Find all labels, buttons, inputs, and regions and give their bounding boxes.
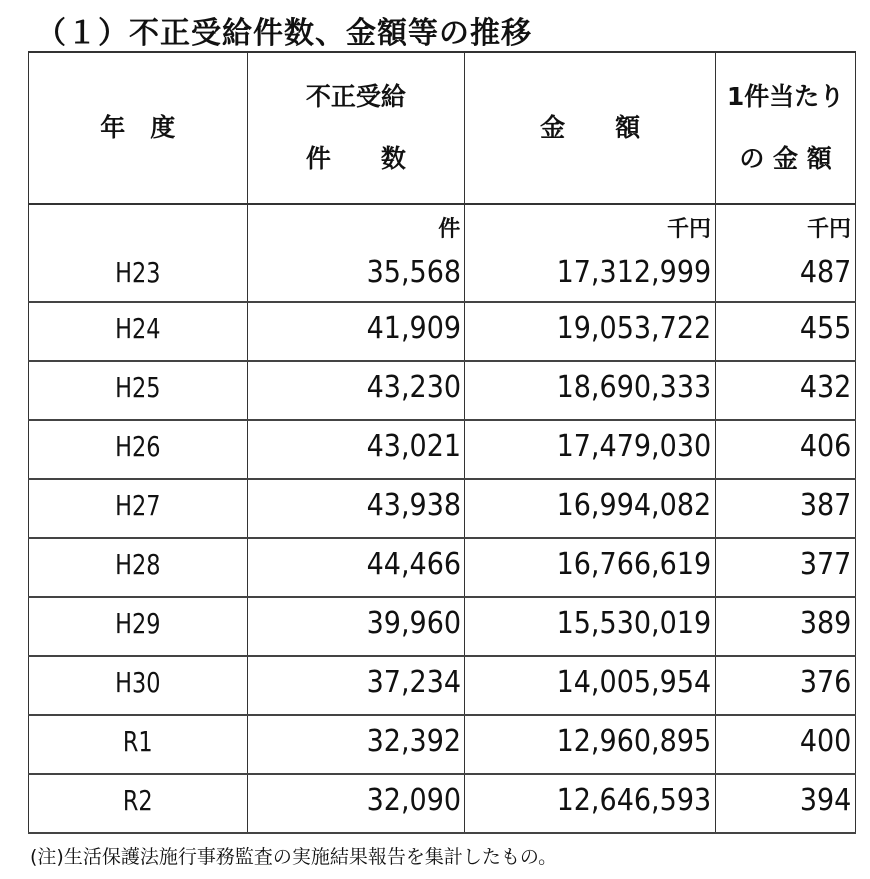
unit-count: 件 (438, 217, 461, 242)
unit-per: 千円 (806, 217, 851, 242)
cell-count (247, 774, 465, 833)
count-value: 32,090 (366, 782, 461, 818)
year-value: R2 (122, 783, 153, 817)
cell-count (247, 302, 465, 361)
cell-count (247, 597, 465, 656)
page-title: （１）不正受給件数、金額等の推移 (36, 16, 532, 51)
per-value: 376 (799, 664, 852, 700)
header-year (29, 52, 248, 204)
footnote: (注)生活保護法施行事務監査の実施結果報告を集計したもの。 (30, 846, 558, 868)
table-row (29, 597, 856, 656)
cell-per (716, 538, 856, 597)
count-value: 39,960 (366, 605, 461, 641)
cell-per (716, 479, 856, 538)
cell-year (29, 597, 248, 656)
year-value: H26 (115, 429, 161, 463)
table-row (29, 656, 856, 715)
count-value: 32,392 (366, 723, 461, 759)
amount-value: 19,053,722 (556, 310, 712, 346)
header-count-line2: 件 数 (305, 144, 406, 173)
cell-year (29, 302, 248, 361)
per-value: 389 (799, 605, 852, 641)
cell-per (716, 656, 856, 715)
table-row (29, 538, 856, 597)
cell-year (29, 361, 248, 420)
per-value: 455 (799, 310, 852, 346)
amount-value: 12,646,593 (556, 782, 712, 818)
cell-amount (465, 538, 716, 597)
amount-value: 17,312,999 (556, 255, 712, 290)
cell-amount (465, 361, 716, 420)
unit-amount: 千円 (667, 217, 712, 242)
table-row (29, 774, 856, 833)
fraud-statistics-table (28, 51, 856, 834)
header-amount-label: 金 額 (540, 113, 641, 142)
count-value: 43,230 (366, 369, 461, 405)
cell-amount (465, 420, 716, 479)
count-value: 43,021 (366, 428, 461, 464)
header-per-line2: の 金 額 (739, 144, 832, 173)
table-row (29, 204, 856, 302)
year-value: H25 (115, 370, 161, 404)
table-row (29, 361, 856, 420)
cell-per (716, 361, 856, 420)
header-count-line1: 不正受給 (305, 82, 406, 111)
cell-year (29, 204, 248, 302)
per-value: 432 (799, 369, 852, 405)
count-value: 43,938 (366, 487, 461, 523)
header-amount (465, 52, 716, 204)
year-value: R1 (122, 724, 153, 758)
header-per-case (716, 52, 856, 204)
cell-amount (465, 302, 716, 361)
cell-count (247, 361, 465, 420)
cell-amount (465, 715, 716, 774)
count-value: 44,466 (366, 546, 461, 582)
per-value: 387 (799, 487, 852, 523)
cell-count (247, 715, 465, 774)
cell-amount (465, 656, 716, 715)
year-value: H30 (115, 665, 161, 699)
year-value: H29 (115, 606, 161, 640)
cell-per (716, 204, 856, 302)
header-per-line1: 1件当たり (726, 82, 845, 111)
amount-value: 14,005,954 (556, 664, 712, 700)
amount-value: 12,960,895 (556, 723, 712, 759)
cell-per (716, 302, 856, 361)
header-row (29, 52, 856, 204)
cell-year (29, 656, 248, 715)
year-value: H27 (115, 488, 161, 522)
per-value: 406 (799, 428, 852, 464)
table-row (29, 479, 856, 538)
cell-count (247, 420, 465, 479)
cell-count (247, 204, 465, 302)
cell-year (29, 538, 248, 597)
per-value: 400 (799, 723, 852, 759)
amount-value: 16,994,082 (556, 487, 712, 523)
amount-value: 18,690,333 (556, 369, 712, 405)
cell-amount (465, 597, 716, 656)
amount-value: 17,479,030 (556, 428, 712, 464)
per-value: 377 (799, 546, 852, 582)
cell-per (716, 715, 856, 774)
amount-value: 15,530,019 (556, 605, 712, 641)
cell-year (29, 479, 248, 538)
table-row (29, 715, 856, 774)
cell-count (247, 656, 465, 715)
table-row (29, 302, 856, 361)
table-row (29, 420, 856, 479)
amount-value: 16,766,619 (556, 546, 712, 582)
year-value: H24 (115, 311, 161, 345)
cell-per (716, 597, 856, 656)
cell-per (716, 774, 856, 833)
per-value: 487 (799, 255, 852, 290)
cell-amount (465, 479, 716, 538)
header-count (247, 52, 465, 204)
cell-year (29, 715, 248, 774)
cell-year (29, 420, 248, 479)
header-year-label: 年 度 (100, 113, 176, 142)
cell-count (247, 479, 465, 538)
year-value: H23 (115, 256, 161, 289)
year-value: H28 (115, 547, 161, 581)
count-value: 37,234 (366, 664, 461, 700)
count-value: 35,568 (366, 255, 461, 290)
count-value: 41,909 (366, 310, 461, 346)
cell-amount (465, 204, 716, 302)
cell-year (29, 774, 248, 833)
cell-per (716, 420, 856, 479)
cell-amount (465, 774, 716, 833)
cell-count (247, 538, 465, 597)
per-value: 394 (799, 782, 852, 818)
